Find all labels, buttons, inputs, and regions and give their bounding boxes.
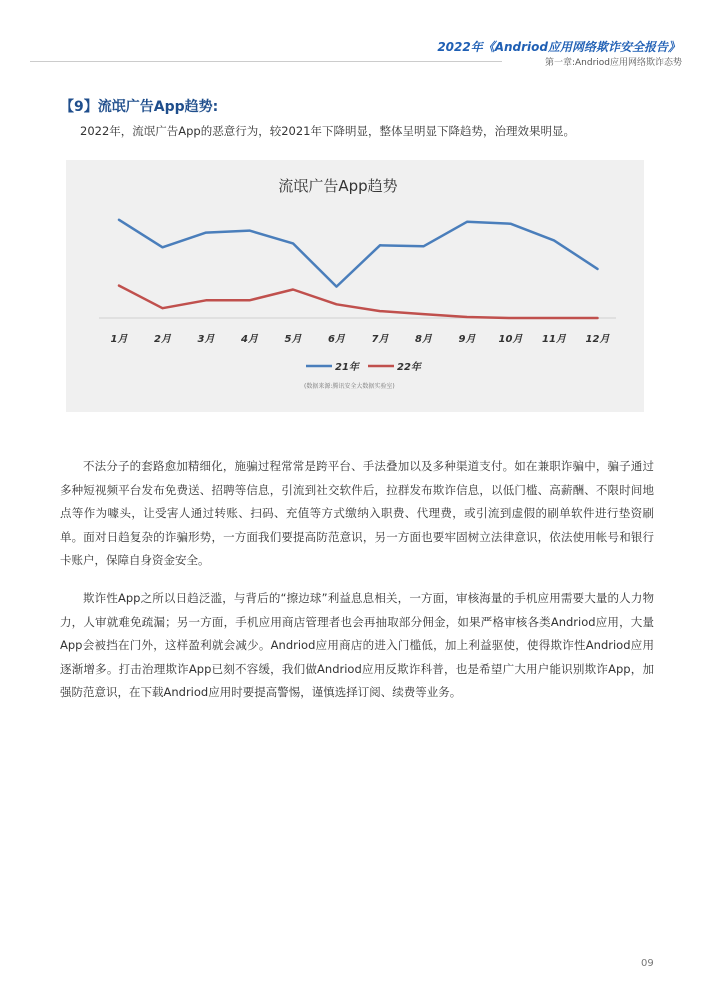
trend-chart-svg	[66, 160, 644, 412]
chart-title: 流氓广告App趋势	[278, 177, 398, 195]
x-tick-label: 7月	[371, 334, 389, 345]
x-tick-label: 8月	[415, 334, 432, 345]
x-tick-label: 6月	[328, 334, 345, 345]
x-tick-label: 11月	[542, 334, 566, 345]
page-number: 09	[641, 958, 654, 969]
x-tick-label: 4月	[241, 334, 258, 345]
trend-chart	[66, 160, 644, 412]
x-tick-label: 10月	[498, 334, 523, 345]
series-line-1	[119, 220, 598, 287]
x-tick-label: 1月	[110, 334, 128, 345]
x-tick-label: 5月	[284, 334, 302, 345]
paragraph-fraud-tactics: 不法分子的套路愈加精细化，施骗过程常常是跨平台、手法叠加以及多种渠道支付。如在兼职诈骗中，骗子通过多种短视频平台发布免费送、招聘等信息，引流到社交软件后，拉群发布欺诈信息，以低门槛、高薪酬、不限时间地点等作为噱头，让受害人通过转账、扫码、充值等方式缴纳入职费、代理费，或引流到虚假的刷单软件进行垫资刷单。面对日趋复杂的诈骗形势，一方面我们要提高防范意识，另一方面也要牢固树立法律意识，依法使用帐号和银行卡账户，保障自身资金安全。	[60, 459, 654, 567]
legend-label-2: 22年	[397, 362, 421, 373]
series-line-2	[119, 286, 598, 318]
section-title: 【9】流氓广告App趋势:	[60, 99, 219, 115]
legend-label-1: 21年	[335, 362, 359, 373]
section-intro: 2022年，流氓广告App的恶意行为，较2021年下降明显，整体呈明显下降趋势，治理效果明显。	[80, 124, 575, 138]
header-divider	[30, 61, 502, 62]
paragraph-fraud-app-causes: 欺诈性App之所以日趋泛滥，与背后的“擦边球”利益息息相关，一方面，审核海量的手机应用需要大量的人力物力，人审就难免疏漏；另一方面，手机应用商店管理者也会再抽取部分佣金，如果严格审核各类Andriod应用，大量App会被挡在门外，这样盈利就会减少。Andriod应用商店的进入门槛低，加上利益驱使，使得欺诈性Andriod应用逐渐增多。打击治理欺诈App已刻不容缓，我们做Andriod应用反欺诈科普，也是希望广大用户能识别欺诈App，加强防范意识，在下载Andriod应用时要提高警惕，谨慎选择订阅、续费等业务。	[60, 591, 654, 699]
chart-source-note: (数据来源:腾讯安全大数据实验室)	[304, 383, 395, 390]
x-tick-label: 3月	[197, 334, 215, 345]
chapter-subtitle: 第一章:Andriod应用网络欺诈态势	[544, 58, 682, 68]
x-tick-label: 9月	[458, 334, 476, 345]
x-tick-label: 2月	[154, 334, 171, 345]
report-title: 2022年《Andriod应用网络欺诈安全报告》	[437, 40, 680, 54]
x-tick-label: 12月	[585, 334, 610, 345]
